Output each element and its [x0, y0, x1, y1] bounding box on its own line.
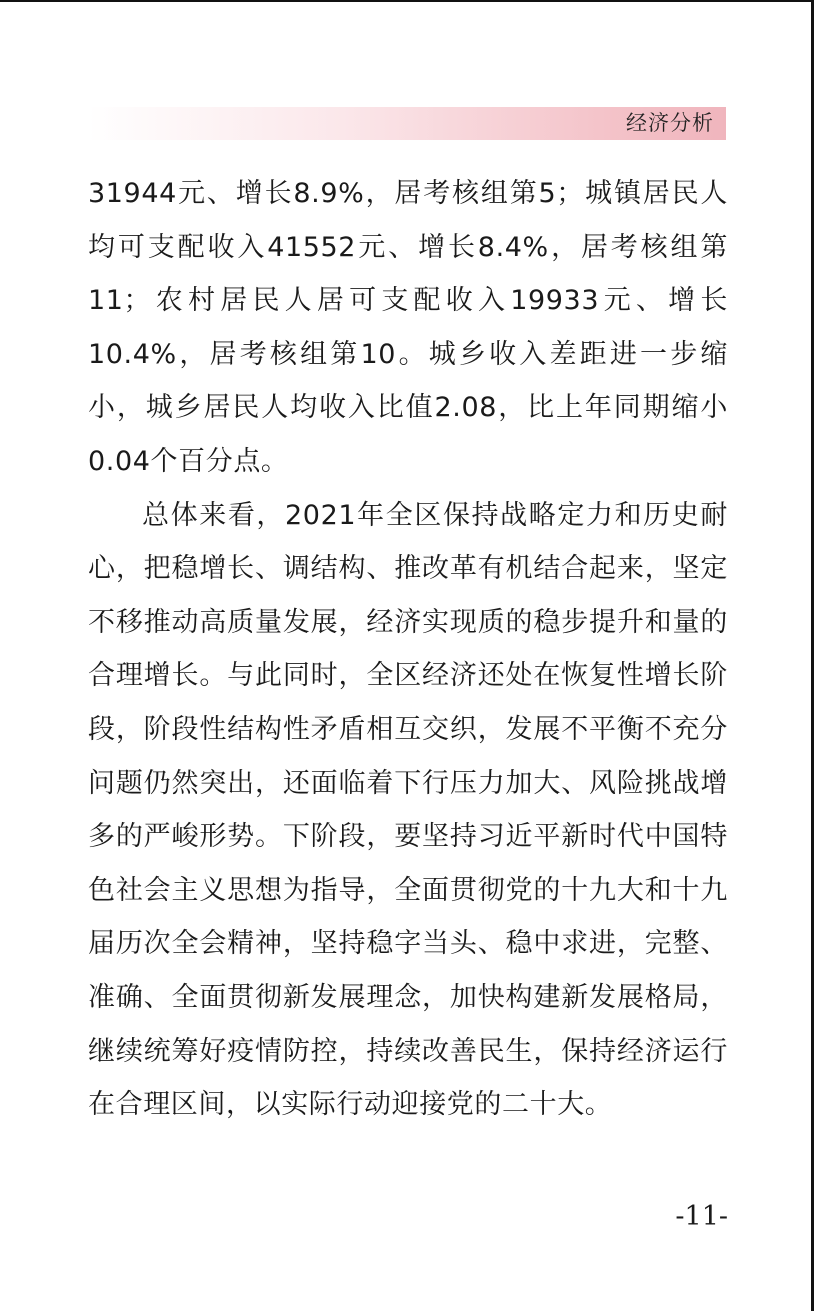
paragraph-summary: 总体来看，2021年全区保持战略定力和历史耐心，把稳增长、调结构、推改革有机结合起来，坚定不移推动高质量发展，经济实现质的稳步提升和量的合理增长。与此同时，全区经济还处在恢复性增长阶段，阶段性结构性矛盾相互交织，发展不平衡不充分问题仍然突出，还面临着下行压力加大、风险挑战增多的严峻形势。下阶段，要坚持习近平新时代中国特色社会主义思想为指导，全面贯彻党的十九大和十九届历次全会精神，坚持稳字当头、稳中求进，完整、准确、全面贯彻新发展理念，加快构建新发展格局，继续统筹好疫情防控，持续改善民生，保持经济运行在合理区间，以实际行动迎接党的二十大。 [88, 499, 728, 1121]
section-title: 经济分析 [626, 111, 714, 135]
section-header-band [88, 107, 726, 140]
body-text [88, 167, 728, 1132]
paragraph-continued: 31944元、增长8.9%，居考核组第5；城镇居民人均可支配收入41552元、增长8.4%，居考核组第11；农村居民人居可支配收入19933元、增长10.4%，居考核组第10。城乡收入差距进一步缩小，城乡居民人均收入比值2.08，比上年同期缩小0.04个百分点。 [88, 178, 728, 477]
top-border-rule [0, 0, 814, 2]
page-number: -11- [675, 1201, 728, 1232]
